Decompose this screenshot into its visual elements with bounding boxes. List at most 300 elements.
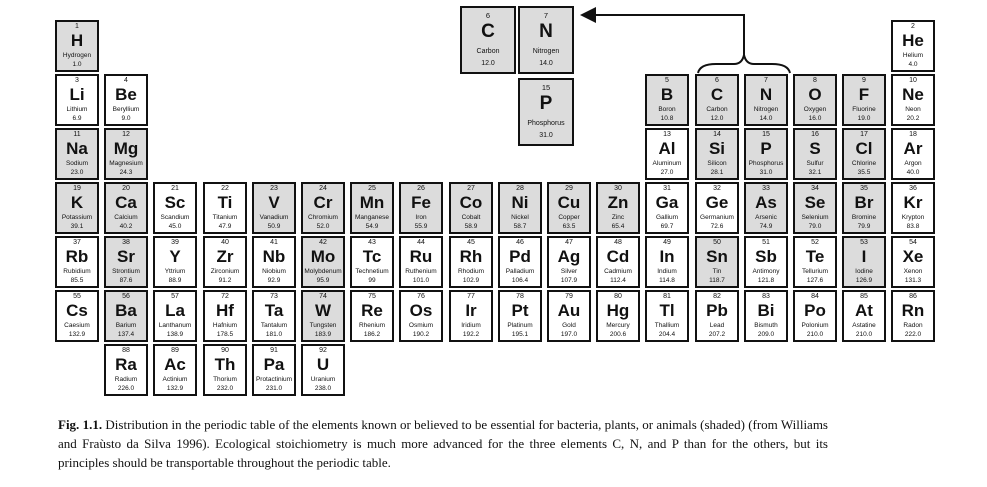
atomic-mass: 50.9 [267,223,281,230]
atomic-mass: 23.0 [70,169,84,176]
element-cell-al [645,128,689,180]
atomic-number: 19 [73,185,81,192]
atomic-mass: 121.8 [757,277,775,284]
atomic-number: 13 [663,131,671,138]
element-name: Vanadium [259,214,289,221]
atomic-number: 34 [811,185,819,192]
element-cell-tl [645,290,689,342]
element-cell-nb [252,236,296,288]
element-cell-tc [350,236,394,288]
element-name: Iridium [461,322,481,329]
atomic-number: 32 [713,185,721,192]
element-name: Xenon [903,268,923,275]
element-cell-f [842,74,886,126]
element-cell-cs [55,290,99,342]
atomic-mass: 209.0 [757,331,775,338]
element-name: Titanium [212,214,238,221]
element-name: Beryllium [112,106,140,113]
atomic-number: 88 [122,347,130,354]
element-cell-ag [547,236,591,288]
atomic-mass: 12.0 [710,115,724,122]
atomic-mass: 195.1 [511,331,529,338]
element-cell-be [104,74,148,126]
element-cell-ta [252,290,296,342]
element-symbol: P [760,139,772,158]
atomic-mass: 102.9 [462,277,480,284]
element-name: Cadmium [604,268,632,275]
element-symbol: Sr [117,247,135,266]
element-name: Polonium [801,322,829,329]
element-cell-au [547,290,591,342]
element-symbol: Rn [901,301,925,320]
atomic-number: 4 [124,77,128,84]
element-name: Mercury [606,322,630,329]
element-name: Iron [415,214,427,221]
element-name: Antimony [752,268,780,275]
element-name: Silicon [707,160,727,167]
atomic-number: 84 [811,293,819,300]
element-name: Rhenium [358,322,385,329]
atomic-number: 1 [75,23,79,30]
element-symbol: Co [459,193,483,212]
element-name: Uranium [310,376,336,383]
element-name: Astatine [852,322,876,329]
element-cell-li [55,74,99,126]
element-symbol: Hg [606,301,630,320]
atomic-number: 40 [221,239,229,246]
element-name: Radon [903,322,923,329]
atomic-mass: 183.9 [314,331,332,338]
atomic-mass: 88.9 [168,277,182,284]
atomic-number: 41 [270,239,278,246]
element-symbol: B [660,85,674,104]
element-symbol: Th [214,355,236,374]
element-name: Carbon [476,48,500,55]
element-name: Bromine [851,214,877,221]
atomic-number: 29 [565,185,573,192]
element-cell-si [695,128,739,180]
atomic-mass: 222.0 [904,331,922,338]
element-symbol: K [70,193,84,212]
element-cell-te [793,236,837,288]
atomic-number: 55 [73,293,81,300]
atomic-number: 30 [614,185,622,192]
element-cell-po [793,290,837,342]
atomic-number: 73 [270,293,278,300]
element-symbol: U [316,355,330,374]
element-name: Molybdenum [304,268,342,275]
element-cell-sc [153,182,197,234]
element-cell-ac [153,344,197,396]
atomic-mass: 107.9 [560,277,578,284]
element-cell-kr [891,182,935,234]
element-name: Hafnium [212,322,238,329]
element-cell-hf [203,290,247,342]
element-symbol: Mg [113,139,139,158]
element-name: Zinc [611,214,625,221]
element-symbol: H [70,31,84,50]
element-name: Carbon [706,106,728,113]
atomic-mass: 186.2 [363,331,381,338]
atomic-number: 16 [811,131,819,138]
element-cell-th [203,344,247,396]
element-symbol: Re [361,301,383,320]
element-cell-ne [891,74,935,126]
element-symbol: P [539,93,553,114]
atomic-number: 50 [713,239,721,246]
atomic-mass: 39.1 [70,223,84,230]
element-symbol: Fe [411,193,431,212]
element-cell-la [153,290,197,342]
element-name: Helium [902,52,924,59]
element-name: Tin [712,268,722,275]
atomic-mass: 178.5 [216,331,234,338]
element-name: Aluminum [652,160,682,167]
element-symbol: Ru [409,247,433,266]
element-symbol: Zn [607,193,629,212]
atomic-mass: 31.0 [539,132,553,139]
element-symbol: Au [557,301,581,320]
element-cell-at [842,290,886,342]
atomic-number: 14 [713,131,721,138]
atomic-number: 91 [270,347,278,354]
element-name: Actinium [162,376,188,383]
element-name: Barium [115,322,137,329]
element-symbol: Ge [705,193,729,212]
element-symbol: Ag [557,247,581,266]
element-symbol: Po [804,301,826,320]
element-name: Thallium [654,322,680,329]
element-cell-p-highlight [518,78,574,146]
element-cell-mg [104,128,148,180]
element-symbol: Ba [115,301,137,320]
atomic-mass: 28.1 [710,169,724,176]
atomic-mass: 19.0 [857,115,871,122]
element-symbol: Ga [655,193,679,212]
element-cell-he [891,20,935,72]
element-cell-fe [399,182,443,234]
element-name: Magnesium [109,160,143,167]
atomic-mass: 192.2 [462,331,480,338]
atomic-number: 80 [614,293,622,300]
element-cell-n [744,74,788,126]
element-symbol: C [481,21,495,42]
atomic-number: 21 [171,185,179,192]
atomic-number: 79 [565,293,573,300]
element-symbol: Pd [509,247,531,266]
element-symbol: Te [805,247,825,266]
element-name: Technetium [355,268,389,275]
atomic-number: 18 [909,131,917,138]
element-cell-sr [104,236,148,288]
atomic-mass: 31.0 [759,169,773,176]
atomic-number: 8 [813,77,817,84]
atomic-mass: 210.0 [806,331,824,338]
element-name: Zirconium [210,268,240,275]
atomic-mass: 6.9 [72,115,82,122]
atomic-number: 23 [270,185,278,192]
element-name: Rubidium [63,268,91,275]
element-cell-sn [695,236,739,288]
element-name: Phosphorus [748,160,784,167]
element-name: Ruthenium [405,268,437,275]
atomic-mass: 200.6 [609,331,627,338]
atomic-mass: 35.5 [857,169,871,176]
element-symbol: Tl [659,301,675,320]
atomic-mass: 58.9 [464,223,478,230]
element-symbol: Cd [606,247,630,266]
element-symbol: Rb [65,247,89,266]
atomic-mass: 210.0 [855,331,873,338]
atomic-number: 76 [417,293,425,300]
element-symbol: Pt [511,301,529,320]
element-cell-ir [449,290,493,342]
element-symbol: I [861,247,867,266]
element-cell-br [842,182,886,234]
element-symbol: Pa [263,355,285,374]
figure-caption [58,415,828,472]
atomic-mass: 14.0 [759,115,773,122]
element-name: Copper [558,214,580,221]
atomic-mass: 118.7 [709,277,725,284]
atomic-number: 31 [663,185,671,192]
element-name: Tungsten [309,322,337,329]
atomic-mass: 126.9 [855,277,873,284]
element-symbol: Bi [757,301,775,320]
element-name: Indium [657,268,677,275]
element-symbol: Nb [262,247,286,266]
element-symbol: Cs [66,301,88,320]
element-symbol: N [759,85,773,104]
element-cell-cr [301,182,345,234]
atomic-number: 53 [860,239,868,246]
element-name: Silver [560,268,578,275]
atomic-number: 28 [516,185,524,192]
element-cell-pa [252,344,296,396]
element-cell-zn [596,182,640,234]
element-name: Palladium [505,268,535,275]
element-cell-c-highlight [460,6,516,74]
atomic-number: 39 [171,239,179,246]
element-cell-as [744,182,788,234]
element-name: Lead [709,322,725,329]
atomic-number: 52 [811,239,819,246]
element-symbol: Ta [264,301,284,320]
element-name: Niobium [262,268,286,275]
atomic-mass: 63.5 [562,223,576,230]
element-cell-ga [645,182,689,234]
atomic-number: 90 [221,347,229,354]
atomic-mass: 127.6 [806,277,824,284]
element-name: Chromium [308,214,338,221]
element-cell-se [793,182,837,234]
atomic-number: 47 [565,239,573,246]
atomic-number: 6 [485,11,491,20]
element-symbol: In [659,247,675,266]
atomic-mass: 101.0 [412,277,430,284]
atomic-mass: 32.1 [808,169,822,176]
atomic-number: 77 [467,293,475,300]
element-name: Krypton [901,214,925,221]
element-name: Arsenic [755,214,777,221]
atomic-mass: 99 [368,277,376,284]
atomic-mass: 9.0 [121,115,131,122]
element-cell-bi [744,290,788,342]
atomic-number: 37 [73,239,81,246]
atomic-mass: 65.4 [611,223,625,230]
element-symbol: Ir [465,301,477,320]
atomic-number: 26 [417,185,425,192]
element-symbol: Ni [511,193,529,212]
atomic-number: 17 [860,131,868,138]
element-cell-i [842,236,886,288]
element-symbol: Na [66,139,88,158]
atomic-mass: 4.0 [908,61,918,68]
element-symbol: Hf [216,301,234,320]
atomic-number: 36 [909,185,917,192]
atomic-mass: 10.8 [660,115,674,122]
element-cell-hg [596,290,640,342]
element-name: Argon [904,160,922,167]
atomic-mass: 231.0 [265,385,283,392]
atomic-number: 45 [467,239,475,246]
atomic-number: 75 [368,293,376,300]
atomic-mass: 95.9 [316,277,330,284]
element-name: Gallium [655,214,679,221]
element-symbol: Sb [755,247,777,266]
element-symbol: Kr [903,193,923,212]
element-name: Sulfur [806,160,824,167]
element-cell-os [399,290,443,342]
atomic-number: 78 [516,293,524,300]
atomic-number: 82 [713,293,721,300]
element-cell-b [645,74,689,126]
atomic-number: 92 [319,347,327,354]
element-symbol: At [855,301,873,320]
element-symbol: Pb [706,301,728,320]
atomic-mass: 54.9 [365,223,379,230]
element-cell-rb [55,236,99,288]
element-name: Cobalt [461,214,481,221]
atomic-number: 51 [762,239,770,246]
atomic-number: 24 [319,185,327,192]
element-name: Selenium [801,214,829,221]
element-cell-cd [596,236,640,288]
element-symbol: Se [804,193,826,212]
atomic-mass: 114.8 [659,277,675,284]
atomic-number: 2 [911,23,915,30]
element-symbol: Ra [115,355,137,374]
atomic-number: 15 [762,131,770,138]
atomic-number: 22 [221,185,229,192]
atomic-number: 15 [541,83,551,92]
element-symbol: La [165,301,185,320]
element-cell-c [695,74,739,126]
element-cell-cl [842,128,886,180]
atomic-mass: 1.0 [72,61,82,68]
atomic-mass: 58.7 [513,223,527,230]
atomic-mass: 14.0 [539,60,553,67]
element-cell-v [252,182,296,234]
atomic-mass: 238.0 [314,385,332,392]
element-name: Phosphorus [527,120,565,127]
element-cell-p [744,128,788,180]
element-cell-pd [498,236,542,288]
atomic-mass: 226.0 [117,385,135,392]
element-cell-h [55,20,99,72]
element-cell-ni [498,182,542,234]
atomic-mass: 207.2 [708,331,726,338]
element-cell-mo [301,236,345,288]
atomic-number: 86 [909,293,917,300]
atomic-number: 5 [665,77,669,84]
element-cell-ca [104,182,148,234]
element-symbol: O [808,85,822,104]
atomic-number: 81 [663,293,671,300]
atomic-number: 49 [663,239,671,246]
atomic-number: 33 [762,185,770,192]
element-symbol: Ti [217,193,233,212]
atomic-mass: 91.2 [218,277,232,284]
element-symbol: Sn [706,247,728,266]
atomic-number: 35 [860,185,868,192]
element-name: Lanthanum [158,322,192,329]
atomic-mass: 83.8 [906,223,920,230]
atomic-mass: 72.6 [710,223,724,230]
atomic-mass: 232.0 [216,385,234,392]
atomic-mass: 112.4 [610,277,626,284]
atomic-mass: 92.9 [267,277,281,284]
element-cell-in [645,236,689,288]
element-symbol: Xe [902,247,924,266]
atomic-mass: 197.0 [560,331,578,338]
atomic-number: 25 [368,185,376,192]
element-name: Scandium [160,214,190,221]
element-name: Radium [114,376,138,383]
element-symbol: C [710,85,724,104]
element-name: Calcium [114,214,138,221]
element-cell-co [449,182,493,234]
atomic-number: 3 [75,77,79,84]
element-name: Lithium [66,106,88,113]
element-cell-ra [104,344,148,396]
atomic-mass: 204.4 [658,331,676,338]
element-name: Neon [905,106,921,113]
element-name: Oxygen [803,106,827,113]
element-symbol: Ca [115,193,137,212]
element-name: Nitrogen [532,48,560,55]
atomic-number: 11 [73,131,81,138]
element-symbol: N [539,21,553,42]
caption-text: Distribution in the periodic table of the elements known or believed to be essential for bacteria, plants, or animals (shaded) (from Williams and Fraùsto da Silva 1996). Ecological stoichiometry is much more advanced for the three elements C, N, and P than for the others, but its principles should be transportable throughout the periodic table. [58,417,828,470]
atomic-mass: 137.4 [117,331,135,338]
element-symbol: Al [658,139,676,158]
atomic-number: 44 [417,239,425,246]
atomic-number: 72 [221,293,229,300]
element-name: Tellurium [801,268,828,275]
atomic-mass: 47.9 [218,223,232,230]
atomic-number: 12 [122,131,130,138]
atomic-mass: 20.2 [906,115,920,122]
element-cell-mn [350,182,394,234]
element-symbol: Cl [855,139,873,158]
element-name: Sodium [65,160,89,167]
element-cell-re [350,290,394,342]
element-cell-ti [203,182,247,234]
atomic-number: 46 [516,239,524,246]
element-cell-pb [695,290,739,342]
atomic-mass: 132.9 [68,331,86,338]
